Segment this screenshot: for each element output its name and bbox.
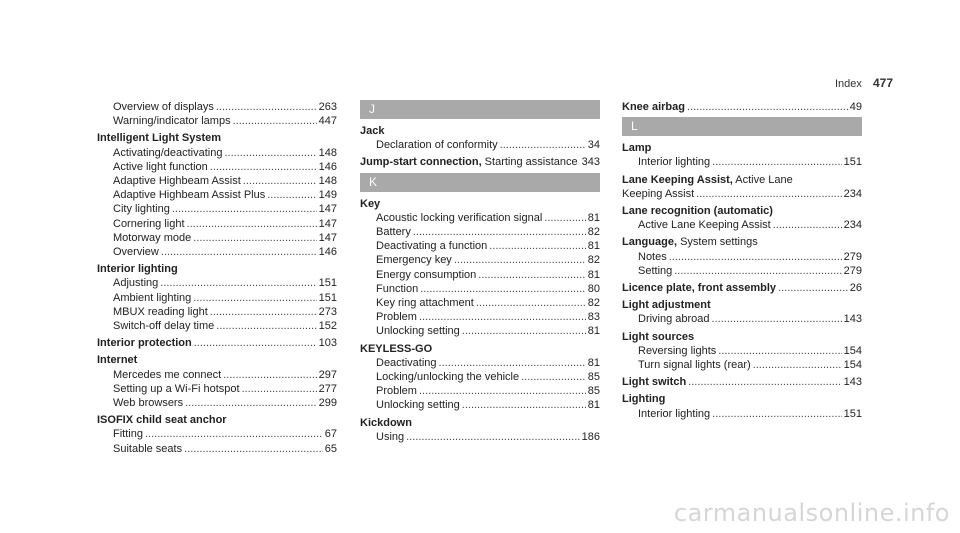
leader-dots bbox=[462, 324, 586, 338]
leader-dots bbox=[267, 188, 316, 202]
entry-text: Using bbox=[376, 430, 405, 443]
index-term[interactable] bbox=[97, 353, 337, 367]
leader-dots bbox=[160, 276, 316, 290]
index-term[interactable] bbox=[97, 131, 337, 145]
index-entry bbox=[622, 330, 862, 373]
entry-page-number: 85 bbox=[587, 371, 600, 384]
index-column-2 bbox=[360, 100, 600, 447]
entry-text: Ambient lighting bbox=[113, 291, 192, 304]
leader-dots bbox=[712, 155, 841, 169]
leader-dots bbox=[753, 358, 842, 372]
index-entry bbox=[622, 173, 862, 201]
entry-text: Declaration of conformity bbox=[376, 139, 498, 152]
leader-dots bbox=[243, 174, 317, 188]
index-subentry[interactable] bbox=[97, 368, 337, 382]
page-number: 477 bbox=[872, 76, 893, 90]
index-entry bbox=[97, 262, 337, 333]
entry-text: Adaptive Highbeam Assist Plus bbox=[113, 189, 266, 202]
index-subentry[interactable] bbox=[360, 268, 600, 282]
index-subentry[interactable] bbox=[360, 398, 600, 412]
entry-page-number: 234 bbox=[843, 187, 862, 200]
leader-dots bbox=[185, 396, 317, 410]
index-term[interactable] bbox=[622, 375, 862, 389]
index-subentry[interactable] bbox=[97, 146, 337, 160]
entry-page-number: 81 bbox=[587, 240, 600, 253]
entry-text: Lane recognition (automatic) bbox=[622, 205, 773, 218]
index-term[interactable] bbox=[360, 342, 600, 356]
index-subentry[interactable] bbox=[360, 430, 600, 444]
entry-text: Problem bbox=[376, 311, 417, 324]
entry-text: Overview of displays bbox=[113, 101, 214, 113]
index-subentry[interactable] bbox=[97, 382, 337, 396]
entry-text: Light sources bbox=[622, 330, 695, 343]
entry-text: Interior lighting bbox=[638, 156, 711, 169]
entry-page-number: 34 bbox=[587, 139, 600, 152]
entry-page-number: 49 bbox=[849, 101, 862, 113]
leader-dots bbox=[439, 356, 586, 370]
index-subentry[interactable] bbox=[97, 305, 337, 319]
entry-page-number: 447 bbox=[318, 115, 337, 128]
entry-page-number: 151 bbox=[843, 407, 862, 420]
section-letter-j: J bbox=[360, 100, 600, 119]
entry-page-number: 147 bbox=[318, 217, 337, 230]
entry-text: Language, bbox=[622, 236, 678, 249]
entry-page-number: 85 bbox=[587, 385, 600, 398]
index-subentry[interactable] bbox=[360, 296, 600, 310]
leader-dots bbox=[233, 114, 317, 128]
index-subentry[interactable] bbox=[97, 291, 337, 305]
leader-dots bbox=[223, 368, 316, 382]
index-subentry[interactable] bbox=[97, 427, 337, 441]
leader-dots bbox=[184, 442, 323, 456]
leader-dots bbox=[521, 370, 586, 384]
leader-dots bbox=[420, 282, 586, 296]
index-column-3 bbox=[622, 100, 862, 424]
entry-text: Licence plate, front assembly bbox=[622, 282, 777, 295]
entry-page-number: 148 bbox=[318, 146, 337, 159]
entry-text: Energy consumption bbox=[376, 268, 477, 281]
leader-dots bbox=[224, 146, 316, 160]
entry-page-number: 147 bbox=[318, 203, 337, 216]
section-letter-l: L bbox=[622, 117, 862, 136]
entry-text: Deactivating a function bbox=[376, 240, 488, 253]
entry-page-number: 81 bbox=[587, 211, 600, 224]
index-entry bbox=[360, 342, 600, 413]
entry-page-number: 103 bbox=[318, 337, 337, 350]
index-term[interactable] bbox=[97, 262, 337, 276]
entry-page-number: 154 bbox=[843, 344, 862, 357]
entry-page-number: 186 bbox=[581, 430, 600, 443]
entry-text: Interior lighting bbox=[97, 263, 178, 276]
entry-text: Lighting bbox=[622, 393, 666, 406]
index-subentry[interactable] bbox=[97, 188, 337, 202]
entry-page-number: 151 bbox=[843, 156, 862, 169]
entry-page-number: 297 bbox=[318, 368, 337, 381]
index-entry bbox=[360, 124, 600, 152]
leader-dots bbox=[462, 398, 586, 412]
entry-page-number: 81 bbox=[587, 325, 600, 338]
index-term[interactable] bbox=[360, 197, 600, 211]
entry-page-number: 81 bbox=[587, 399, 600, 412]
index-term[interactable] bbox=[360, 124, 600, 138]
entry-text: Mercedes me connect bbox=[113, 368, 222, 381]
entry-page-number: 148 bbox=[318, 175, 337, 188]
entry-text: Intelligent Light System bbox=[97, 132, 222, 145]
leader-dots bbox=[216, 319, 316, 333]
index-entry bbox=[622, 281, 862, 295]
entry-text: Active light function bbox=[113, 160, 208, 173]
entry-text: Light adjustment bbox=[622, 299, 711, 312]
entry-text: City lighting bbox=[113, 203, 170, 216]
entry-crossref: Starting assistance bbox=[481, 156, 578, 169]
index-subentry[interactable] bbox=[360, 225, 600, 239]
entry-text: Acoustic locking verification signal bbox=[376, 211, 543, 224]
index-term[interactable] bbox=[622, 187, 862, 201]
index-entry bbox=[622, 100, 862, 114]
entry-text: Unlocking setting bbox=[376, 399, 460, 412]
index-subentry[interactable] bbox=[360, 384, 600, 398]
leader-dots bbox=[718, 344, 841, 358]
leader-dots bbox=[669, 250, 842, 264]
index-entry bbox=[622, 392, 862, 420]
watermark: carmanualsonline.info bbox=[673, 499, 950, 527]
index-subentry[interactable] bbox=[622, 155, 862, 169]
index-subentry[interactable] bbox=[97, 276, 337, 290]
leader-dots bbox=[419, 310, 586, 324]
leader-dots bbox=[500, 138, 586, 152]
entry-text: Battery bbox=[376, 226, 411, 239]
leader-dots bbox=[454, 253, 586, 267]
leader-dots bbox=[210, 160, 317, 174]
index-subentry[interactable] bbox=[622, 312, 862, 326]
entry-text: Overview bbox=[113, 246, 159, 259]
index-term[interactable] bbox=[622, 173, 862, 187]
entry-text: Switch-off delay time bbox=[113, 320, 215, 333]
index-entry bbox=[360, 416, 600, 444]
leader-dots bbox=[476, 296, 586, 310]
entry-text: Setting up a Wi-Fi hotspot bbox=[113, 382, 240, 395]
index-term[interactable] bbox=[622, 141, 862, 155]
entry-text: Key ring attachment bbox=[376, 297, 474, 310]
entry-page-number: 143 bbox=[843, 313, 862, 326]
entry-page-number: 152 bbox=[318, 320, 337, 333]
entry-text: Problem bbox=[376, 385, 417, 398]
index-subentry[interactable] bbox=[97, 245, 337, 259]
entry-text: Reversing lights bbox=[638, 344, 717, 357]
entry-page-number: 80 bbox=[587, 282, 600, 295]
entry-text: Notes bbox=[638, 250, 667, 263]
entry-page-number: 82 bbox=[587, 254, 600, 267]
entry-text: Keeping Assist bbox=[622, 187, 695, 200]
entry-text: MBUX reading light bbox=[113, 305, 208, 318]
entry-text: Web browsers bbox=[113, 397, 184, 410]
entry-page-number: 299 bbox=[318, 397, 337, 410]
index-subentry[interactable] bbox=[622, 264, 862, 278]
index-entry bbox=[622, 204, 862, 232]
section-letter-k: K bbox=[360, 173, 600, 192]
entry-page-number: 151 bbox=[318, 291, 337, 304]
leader-dots bbox=[489, 239, 585, 253]
entry-page-number: 343 bbox=[581, 156, 600, 169]
leader-dots bbox=[778, 281, 848, 295]
index-subentry[interactable] bbox=[360, 356, 600, 370]
index-entry bbox=[97, 413, 337, 456]
entry-text: Warning/indicator lamps bbox=[113, 115, 231, 128]
entry-crossref: System settings bbox=[677, 236, 758, 249]
entry-crossref: Active Lane bbox=[732, 173, 793, 186]
index-subentry[interactable] bbox=[360, 253, 600, 267]
index-subentry[interactable] bbox=[97, 442, 337, 456]
entry-text: Adjusting bbox=[113, 277, 159, 290]
entry-text: Locking/unlocking the vehicle bbox=[376, 371, 520, 384]
entry-text: Lamp bbox=[622, 142, 652, 155]
index-subentry[interactable] bbox=[97, 231, 337, 245]
index-entry bbox=[622, 235, 862, 278]
entry-page-number: 273 bbox=[318, 305, 337, 318]
index-term[interactable] bbox=[622, 100, 862, 114]
entry-page-number: 147 bbox=[318, 231, 337, 244]
leader-dots bbox=[406, 430, 580, 444]
index-subentry[interactable] bbox=[360, 138, 600, 152]
leader-dots bbox=[696, 187, 841, 201]
leader-dots bbox=[193, 291, 316, 305]
index-subentry[interactable] bbox=[622, 344, 862, 358]
leader-dots bbox=[773, 218, 842, 232]
leader-dots bbox=[193, 231, 316, 245]
entry-text: Motorway mode bbox=[113, 231, 192, 244]
entry-page-number: 143 bbox=[843, 376, 862, 389]
index-subentry[interactable] bbox=[97, 396, 337, 410]
index-entry bbox=[360, 155, 600, 169]
entry-page-number: 279 bbox=[843, 264, 862, 277]
entry-page-number: 234 bbox=[843, 219, 862, 232]
index-term[interactable] bbox=[97, 336, 337, 350]
index-entry bbox=[97, 336, 337, 350]
entry-text: Jump-start connection, bbox=[360, 156, 482, 169]
entry-text: Suitable seats bbox=[113, 442, 183, 455]
entry-text: Interior lighting bbox=[638, 407, 711, 420]
entry-page-number: 65 bbox=[324, 442, 337, 455]
entry-page-number: 26 bbox=[849, 282, 862, 295]
index-term[interactable] bbox=[622, 330, 862, 344]
entry-text: Adaptive Highbeam Assist bbox=[113, 175, 241, 188]
entry-page-number: 146 bbox=[318, 160, 337, 173]
index-entry bbox=[622, 141, 862, 169]
entry-text: Key bbox=[360, 197, 381, 210]
entry-page-number: 83 bbox=[587, 311, 600, 324]
index-subentry[interactable] bbox=[360, 239, 600, 253]
leader-dots bbox=[161, 245, 317, 259]
entry-text: Internet bbox=[97, 354, 138, 367]
entry-text: Cornering light bbox=[113, 217, 185, 230]
entry-text: Interior protection bbox=[97, 337, 192, 350]
index-term[interactable] bbox=[622, 281, 862, 295]
leader-dots bbox=[712, 312, 842, 326]
entry-page-number: 146 bbox=[318, 246, 337, 259]
entry-page-number: 67 bbox=[324, 428, 337, 441]
leader-dots bbox=[210, 305, 317, 319]
leader-dots bbox=[194, 336, 317, 350]
leader-dots bbox=[172, 202, 317, 216]
index-subentry[interactable] bbox=[97, 217, 337, 231]
leader-dots bbox=[242, 382, 317, 396]
entry-text: Setting bbox=[638, 264, 673, 277]
entry-page-number: 82 bbox=[587, 297, 600, 310]
entry-text: Kickdown bbox=[360, 416, 412, 429]
index-subentry[interactable] bbox=[622, 250, 862, 264]
entry-text: Activating/deactivating bbox=[113, 146, 223, 159]
entry-text: Active Lane Keeping Assist bbox=[638, 219, 771, 232]
entry-text: Fitting bbox=[113, 428, 143, 441]
index-subentry[interactable] bbox=[360, 324, 600, 338]
index-entry bbox=[622, 298, 862, 326]
index-term[interactable] bbox=[97, 413, 337, 427]
index-column-1 bbox=[97, 100, 337, 459]
index-subentry[interactable] bbox=[360, 310, 600, 324]
index-term[interactable] bbox=[622, 235, 862, 249]
page-header bbox=[835, 76, 893, 90]
entry-page-number: 81 bbox=[587, 268, 600, 281]
entry-text: Function bbox=[376, 282, 419, 295]
index-term[interactable] bbox=[360, 416, 600, 430]
entry-text: Turn signal lights (rear) bbox=[638, 359, 751, 372]
index-subentry[interactable] bbox=[97, 202, 337, 216]
leader-dots bbox=[674, 264, 841, 278]
index-subentry[interactable] bbox=[622, 358, 862, 372]
index-subentry[interactable] bbox=[97, 100, 337, 114]
index-subentry[interactable] bbox=[622, 218, 862, 232]
index-entry bbox=[97, 353, 337, 410]
leader-dots bbox=[712, 407, 841, 421]
index-subentry[interactable] bbox=[97, 174, 337, 188]
index-entry bbox=[97, 131, 337, 259]
leader-dots bbox=[187, 217, 317, 231]
entry-page-number: 151 bbox=[318, 277, 337, 290]
index-term[interactable] bbox=[622, 204, 862, 218]
index-entry bbox=[97, 100, 337, 128]
index-entry bbox=[360, 197, 600, 339]
entry-text: Jack bbox=[360, 125, 385, 137]
leader-dots bbox=[688, 375, 841, 389]
entry-page-number: 81 bbox=[587, 356, 600, 369]
index-subentry[interactable] bbox=[360, 370, 600, 384]
index-term[interactable] bbox=[622, 298, 862, 312]
entry-text: Deactivating bbox=[376, 356, 437, 369]
index-subentry[interactable] bbox=[360, 282, 600, 296]
leader-dots bbox=[216, 100, 317, 114]
header-label: Index bbox=[834, 78, 862, 90]
entry-page-number: 277 bbox=[318, 382, 337, 395]
entry-page-number: 154 bbox=[843, 359, 862, 372]
index-term[interactable] bbox=[622, 392, 862, 406]
leader-dots bbox=[413, 225, 586, 239]
leader-dots bbox=[145, 427, 323, 441]
entry-text: Driving abroad bbox=[638, 313, 710, 326]
index-subentry[interactable] bbox=[622, 407, 862, 421]
entry-page-number: 279 bbox=[843, 250, 862, 263]
entry-page-number: 263 bbox=[318, 101, 337, 113]
entry-text: Unlocking setting bbox=[376, 325, 460, 338]
entry-text: Lane Keeping Assist, bbox=[622, 173, 733, 186]
entry-page-number: 82 bbox=[587, 226, 600, 239]
index-entry bbox=[622, 375, 862, 389]
leader-dots bbox=[478, 268, 585, 282]
entry-text: KEYLESS-GO bbox=[360, 342, 433, 355]
entry-text: ISOFIX child seat anchor bbox=[97, 414, 227, 427]
entry-text: Light switch bbox=[622, 376, 687, 389]
index-subentry[interactable] bbox=[360, 211, 600, 225]
index-subentry[interactable] bbox=[97, 160, 337, 174]
leader-dots bbox=[419, 384, 586, 398]
entry-text: Emergency key bbox=[376, 254, 452, 267]
index-subentry[interactable] bbox=[97, 114, 337, 128]
index-subentry[interactable] bbox=[97, 319, 337, 333]
entry-page-number: 149 bbox=[318, 189, 337, 202]
leader-dots bbox=[544, 211, 585, 225]
index-term[interactable] bbox=[360, 155, 600, 169]
leader-dots bbox=[687, 100, 848, 114]
entry-text: Knee airbag bbox=[622, 101, 685, 113]
